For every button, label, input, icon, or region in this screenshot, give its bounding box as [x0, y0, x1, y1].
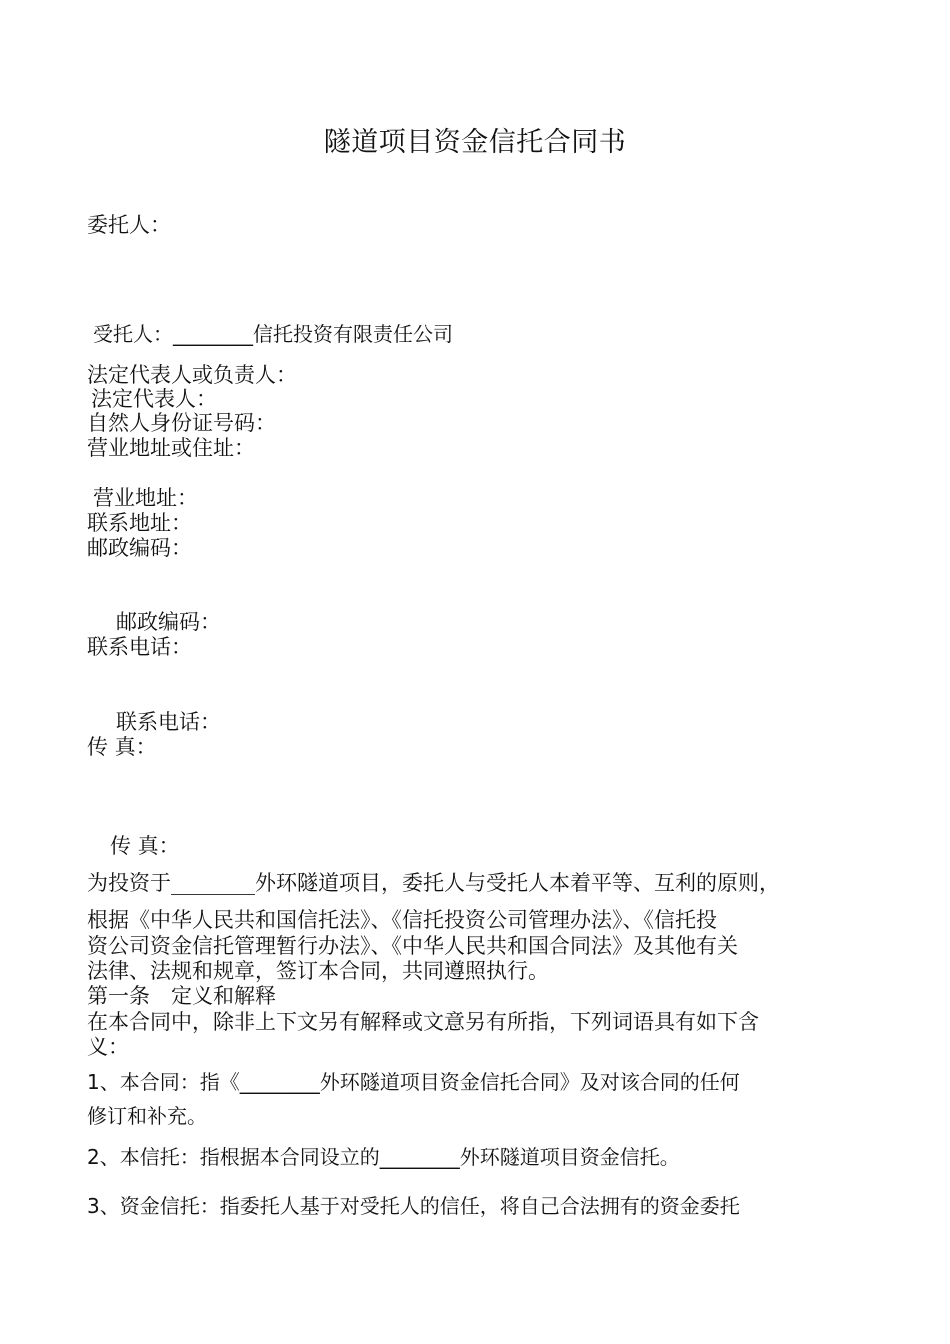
business-address-label: 营业地址： — [93, 486, 198, 510]
legal-rep-label: 法定代表人： — [91, 387, 217, 411]
phone-label-2: 联系电话： — [116, 710, 221, 734]
definition-1-line-1: 1、本合同：指《________外环隧道项目资金信托合同》及对该合同的任何 — [87, 1070, 740, 1094]
fax-label: 传 真： — [87, 735, 157, 759]
trustee-line: 受托人：________信托投资有限责任公司 — [93, 322, 453, 346]
fax-label-2: 传 真： — [110, 834, 180, 858]
definition-1-line-2: 修订和补充。 — [87, 1104, 207, 1128]
phone-label: 联系电话： — [87, 635, 192, 659]
entrustor-label: 委托人： — [87, 213, 171, 237]
preamble-line-4: 法律、法规和规章，签订本合同，共同遵照执行。 — [87, 959, 549, 983]
address-or-residence-label: 营业地址或住址： — [87, 436, 255, 460]
postal-code-label-2: 邮政编码： — [116, 610, 221, 634]
preamble-line-3: 资公司资金信托管理暂行办法》、《中华人民共和国合同法》及其他有关 — [87, 934, 738, 958]
preamble-line-2: 根据《中华人民共和国信托法》、《信托投资公司管理办法》、《信托投 — [87, 908, 717, 932]
definitions-intro-line-1: 在本合同中，除非上下文另有解释或文意另有所指，下列词语具有如下含 — [87, 1010, 759, 1034]
postal-code-label: 邮政编码： — [87, 536, 192, 560]
id-number-label: 自然人身份证号码： — [87, 411, 276, 435]
preamble-line-1: 为投资于________外环隧道项目，委托人与受托人本着平等、互利的原则， — [87, 871, 780, 895]
legal-rep-or-principal-label: 法定代表人或负责人： — [87, 363, 297, 387]
definition-2: 2、本信托：指根据本合同设立的________外环隧道项目资金信托。 — [87, 1145, 680, 1169]
definition-3-line-1: 3、资金信托：指委托人基于对受托人的信任，将自己合法拥有的资金委托 — [87, 1194, 740, 1218]
article-1-heading: 第一条 定义和解释 — [87, 984, 276, 1008]
document-title: 隧道项目资金信托合同书 — [323, 127, 627, 158]
contact-address-label: 联系地址： — [87, 511, 192, 535]
definitions-intro-line-2: 义： — [87, 1035, 129, 1059]
